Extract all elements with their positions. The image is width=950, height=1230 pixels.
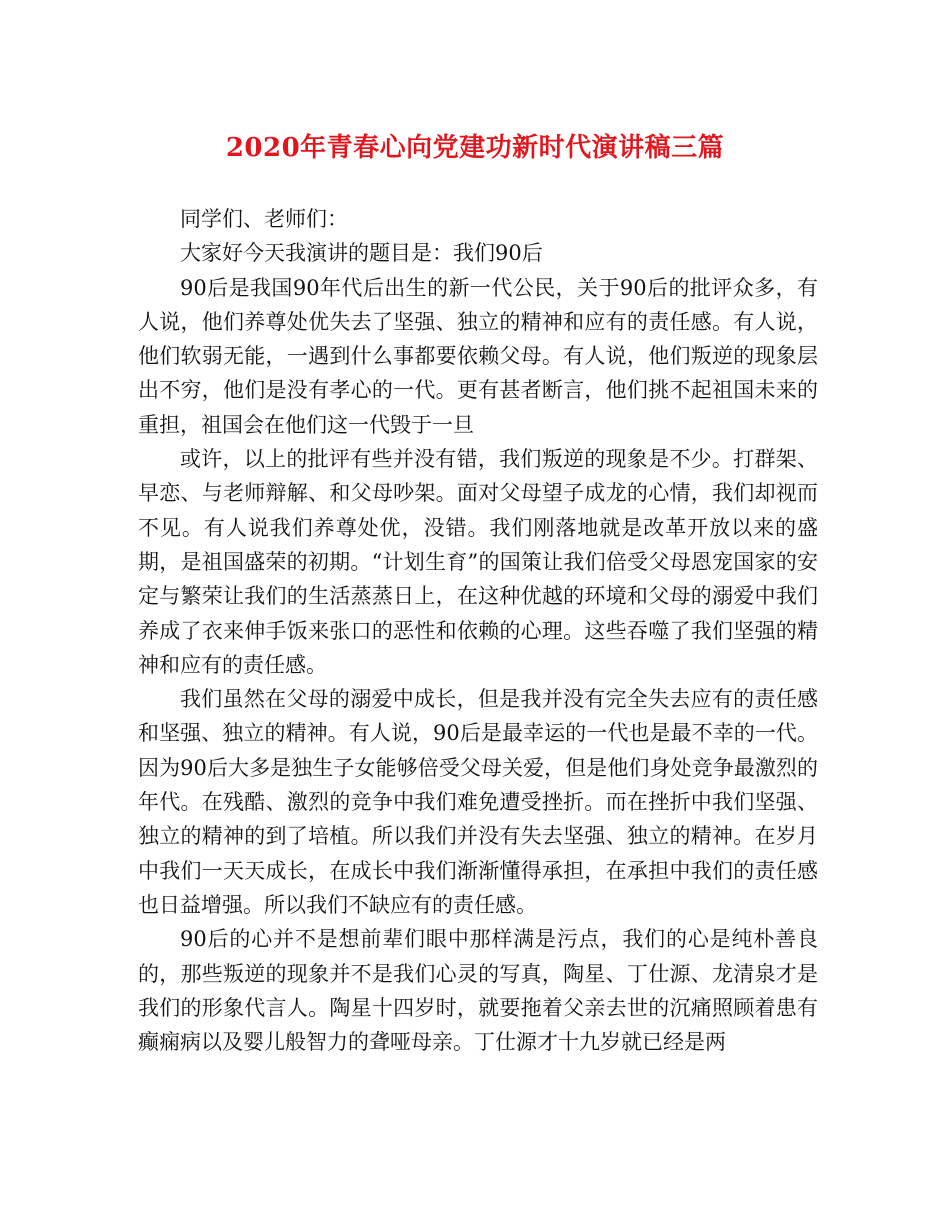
paragraph: 我们虽然在父母的溺爱中成长，但是我并没有完全失去应有的责任感和坚强、独立的精神。有人说，90后是最幸运的一代也是最不幸的一代。因为90后大多是独生子女能够倍受父母关爱，但是他们身处竞争最激烈的年代。在残酷、激烈的竞争中我们难免遭受挫折。而在挫折中我们坚强、独立的精神的到了培植。所以我们并没有失去坚强、独立的精神。在岁月中我们一天天成长，在成长中我们渐渐懂得承担，在承担中我们的责任感也日益增强。所以我们不缺应有的责任感。 xyxy=(138,687,818,917)
paragraph-topic: 大家好今天我演讲的题目是：我们90后 xyxy=(180,241,543,266)
document-title: 2020年青春心向党建功新时代演讲稿三篇 xyxy=(225,133,725,163)
paragraph: 90后是我国90年代后出生的新一代公民，关于90后的批评众多，有人说，他们养尊处优失去了坚强、独立的精神和应有的责任感。有人说，他们软弱无能，一遇到什么事都要依赖父母。有人说，他们叛逆的现象层出不穷，他们是没有孝心的一代。更有甚者断言，他们挑不起祖国未来的重担，祖国会在他们这一代毁于一旦 xyxy=(138,275,818,437)
paragraph-greeting: 同学们、老师们： xyxy=(180,207,348,231)
paragraph: 或许，以上的批评有些并没有错，我们叛逆的现象是不少。打群架、早恋、与老师辩解、和父母吵架。面对父母望子成龙的心情，我们却视而不见。有人说我们养尊处优，没错。我们刚落地就是改革开放以来的盛期，是祖国盛荣的初期。“计划生育”的国策让我们倍受父母恩宠国家的安定与繁荣让我们的生活蒸蒸日上，在这种优越的环境和父母的溺爱中我们养成了衣来伸手饭来张口的恶性和依赖的心理。这些吞噬了我们坚强的精神和应有的责任感。 xyxy=(138,447,818,677)
paragraph: 90后的心并不是想前辈们眼中那样满是污点，我们的心是纯朴善良的，那些叛逆的现象并不是我们心灵的写真，陶星、丁仕源、龙清泉才是我们的形象代言人。陶星十四岁时，就要拖着父亲去世的沉痛照顾着患有癫痫病以及婴儿般智力的聋哑母亲。丁仕源才十九岁就已经是两 xyxy=(138,927,818,1055)
document-body xyxy=(138,202,818,1059)
